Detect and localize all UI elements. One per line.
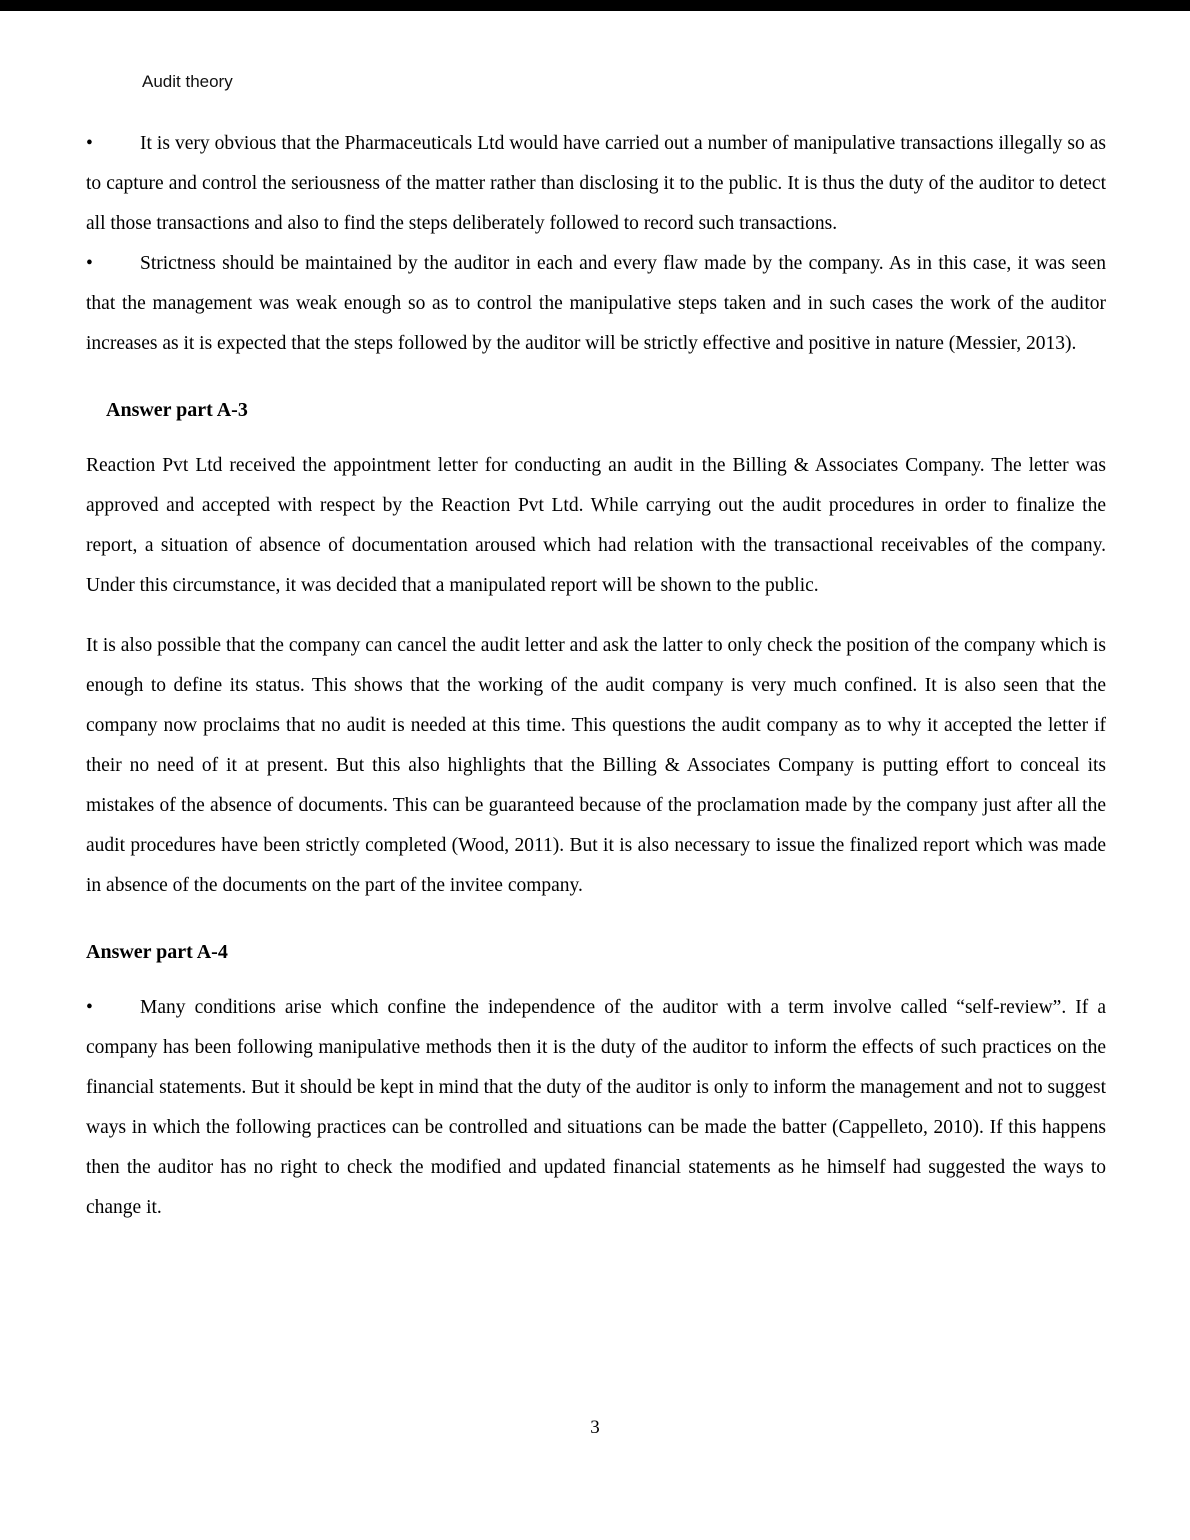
bullet-marker: • [86,133,93,154]
paragraph-a3-1: Reaction Pvt Ltd received the appointment letter for conducting an audit in the Billing & Associates Company. The letter was approved and accepted with respect by the Reaction Pvt Ltd. While carrying out the audit procedures in order to finalize the report, a situation of absence of documentation aroused which had relation with the transactional receivables of the company. Under this circumstance, it was decided that a manipulated report will be shown to the public. [86,455,1106,596]
section-heading-a4: Answer part A-4 [86,941,228,963]
document-header: Audit theory [142,72,233,91]
document-body [86,124,1106,1228]
bullet-list-item [86,124,1106,244]
page-footer [0,1408,1190,1448]
paragraph-a3-2: It is also possible that the company can cancel the audit letter and ask the latter to only check the position of the company which is enough to define its status. This shows that the working of the audit company is very much confined. It is also seen that the company now proclaims that no audit is needed at this time. This questions the audit company as to why it accepted the letter if their no need of it at present. But this also highlights that the Billing & Associates Company is putting effort to conceal its mistakes of the absence of documents. This can be guaranteed because of the proclamation made by the company just after all the audit procedures have been strictly completed (Wood, 2011). But it is also necessary to issue the finalized report which was made in absence of the documents on the part of the invitee company. [86,635,1106,896]
bullet-list-item [86,988,1106,1228]
top-border-bar [0,0,1190,11]
bullet-text: It is very obvious that the Pharmaceuticals Ltd would have carried out a number of manipulative transactions illegally so as to capture and control the seriousness of the matter rather than disclosing it to the public. It is thus the duty of the auditor to detect all those transactions and also to find the steps deliberately followed to record such transactions. [86,133,1106,234]
bullet-marker: • [86,997,93,1018]
bullet-text: Many conditions arise which confine the independence of the auditor with a term involve called “self-review”. If a company has been following manipulative methods then it is the duty of the auditor to inform the effects of such practices on the financial statements. But it should be kept in mind that the duty of the auditor is only to inform the management and not to suggest ways in which the following practices can be controlled and situations can be made the batter (Cappelleto, 2010). If this happens then the auditor has no right to check the modified and updated financial statements as he himself had suggested the ways to change it. [86,997,1106,1218]
page-number: 3 [590,1417,600,1438]
bullet-list-item [86,244,1106,364]
section-heading-a3: Answer part A-3 [106,399,248,421]
bullet-marker: • [86,253,93,274]
bullet-text: Strictness should be maintained by the auditor in each and every flaw made by the company. As in this case, it was seen that the management was weak enough so as to control the manipulative steps taken and in such cases the work of the auditor increases as it is expected that the steps followed by the auditor will be strictly effective and positive in nature (Messier, 2013). [86,253,1106,354]
